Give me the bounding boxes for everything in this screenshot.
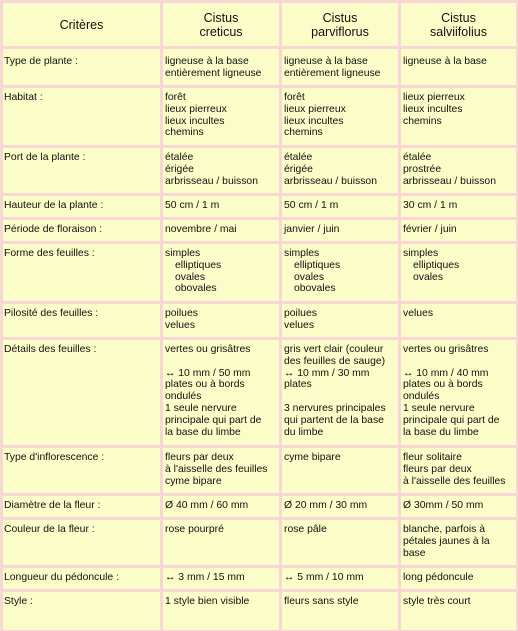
cell-line: elliptiques: [175, 259, 222, 271]
row-divider: [0, 46, 518, 49]
cell-line: ovales: [294, 271, 325, 283]
cell-line: chemins: [403, 115, 442, 127]
header-criteria-label: Critères: [59, 17, 104, 32]
criterion-label: Port de la plante :: [4, 152, 86, 163]
cell-line: [165, 356, 261, 368]
species-3-value: [403, 500, 483, 512]
cell-line: 3 nervures principales: [284, 402, 386, 414]
cell-line: 50 cm / 1 m: [284, 200, 339, 211]
species-2-value: [284, 308, 317, 332]
cell-line: Ø 20 mm / 30 mm: [284, 500, 368, 511]
header-genus-3: Cistus: [441, 10, 476, 25]
header-species-3: [401, 3, 516, 46]
cell-line: 1 seule nervure: [403, 402, 475, 414]
header-species-name-1: creticus: [199, 24, 243, 39]
criterion-label: Détails des feuilles :: [4, 344, 97, 355]
cell-line: fleurs par deux: [165, 452, 234, 463]
species-3-value: [403, 596, 471, 608]
cell-line: la base du limbe: [403, 426, 479, 438]
cell-line: ↔ 10 mm / 30 mm: [284, 367, 370, 379]
cell-line: ↔ 3 mm / 15 mm: [165, 572, 245, 583]
cell-line: velues: [284, 319, 315, 331]
cell-line: ondulés: [403, 391, 440, 403]
cell-line: étalée: [165, 152, 194, 163]
cell-line: arbrisseau / buisson: [284, 175, 377, 187]
criterion-label: Longueur du pédoncule :: [4, 572, 119, 583]
row-divider: [0, 85, 518, 88]
species-2-value: [284, 56, 380, 80]
cell-line: Ø 40 mm / 60 mm: [165, 500, 249, 511]
header-criteria: [3, 3, 160, 46]
row-divider: [0, 301, 518, 304]
row-divider: [0, 337, 518, 340]
species-2-value: [284, 452, 341, 464]
cell-line: pétales jaunes à la: [403, 535, 490, 547]
cell-line: ligneuse à la base: [165, 56, 249, 67]
species-1-value: [165, 524, 224, 536]
cell-line: arbrisseau / buisson: [165, 175, 258, 187]
row-divider: [0, 145, 518, 148]
cell-line: ligneuse à la base: [284, 56, 368, 67]
species-2-value: [284, 224, 339, 236]
cell-line: rose pâle: [284, 524, 327, 535]
cell-line: chemins: [165, 127, 204, 139]
species-1-value: [165, 152, 258, 187]
cell-line: principale qui part de: [403, 414, 500, 426]
species-1-value: [165, 452, 267, 487]
cell-line: ligneuse à la base: [403, 56, 487, 67]
cell-line: lieux incultes: [284, 115, 344, 127]
cell-line: [284, 391, 386, 403]
cell-line: principale qui part de: [165, 414, 262, 426]
cell-line: rose pourpré: [165, 524, 224, 535]
species-1-value: [165, 92, 227, 139]
row-divider: [0, 241, 518, 244]
cell-line: étalée: [284, 152, 313, 163]
cell-line: lieux pierreux: [165, 103, 227, 115]
cell-line: entièrement ligneuse: [284, 67, 381, 79]
cell-line: étalée: [403, 152, 432, 163]
cell-line: forêt: [284, 92, 305, 103]
row-divider: [0, 517, 518, 520]
cell-line: lieux pierreux: [284, 103, 346, 115]
cell-line: obovales: [294, 283, 336, 295]
criterion-label: Style :: [4, 596, 33, 607]
cell-line: obovales: [175, 283, 217, 295]
species-3-value: [403, 524, 490, 559]
cell-line: plates ou à bords: [165, 379, 245, 391]
cell-line: fleurs par deux: [403, 463, 472, 475]
cell-line: simples: [165, 248, 201, 259]
cell-line: style très court: [403, 596, 471, 607]
cell-line: à l'aisselle des feuilles: [165, 463, 268, 475]
cell-line: prostrée: [403, 163, 442, 175]
cell-line: long pédoncule: [403, 572, 474, 583]
cell-line: fleur solitaire: [403, 452, 462, 463]
species-2-value: [284, 596, 359, 608]
cell-line: novembre / mai: [165, 224, 237, 235]
criterion-label: Hauteur de la plante :: [4, 200, 104, 211]
header-species-2: [282, 3, 398, 46]
species-1-value: [165, 572, 245, 584]
species-2-value: [284, 344, 386, 438]
criterion-label: Type de plante :: [4, 56, 78, 67]
cell-line: chemins: [284, 127, 323, 139]
cell-line: ovales: [175, 271, 206, 283]
species-3-value: [403, 572, 474, 584]
cell-line: fleurs sans style: [284, 596, 359, 607]
species-2-value: [284, 152, 377, 187]
cell-line: [403, 356, 499, 368]
species-2-value: [284, 524, 327, 536]
species-2-value: [284, 92, 346, 139]
cell-line: plates: [284, 379, 312, 391]
cell-line: ovales: [413, 271, 444, 283]
cell-line: qui partent de la base: [284, 414, 384, 426]
species-1-value: [165, 56, 261, 80]
species-3-value: [403, 224, 457, 236]
criterion-label: Pilosité des feuilles :: [4, 308, 99, 319]
species-1-value: [165, 248, 221, 295]
cell-line: entièrement ligneuse: [165, 67, 262, 79]
cell-line: 1 style bien visible: [165, 596, 250, 607]
cell-line: arbrisseau / buisson: [403, 175, 496, 187]
cell-line: lieux pierreux: [403, 92, 465, 103]
cell-line: plates ou à bords: [403, 379, 483, 391]
cell-line: des feuilles de sauge): [284, 355, 386, 367]
cell-line: blanche, parfois à: [403, 524, 486, 535]
header-species-name-3: salviifolius: [430, 24, 487, 39]
cell-line: poilues: [165, 308, 198, 319]
criterion-label: Type d'inflorescence :: [4, 452, 105, 463]
row-divider: [0, 445, 518, 448]
cell-line: 50 cm / 1 m: [165, 200, 220, 211]
species-3-value: [403, 344, 499, 438]
row-divider: [0, 217, 518, 220]
cell-line: elliptiques: [294, 259, 341, 271]
species-3-value: [403, 92, 465, 127]
cell-line: du limbe: [284, 426, 324, 438]
cell-line: cyme bipare: [284, 452, 341, 463]
cell-line: velues: [403, 308, 434, 319]
cell-line: 1 seule nervure: [165, 402, 237, 414]
species-3-value: [403, 308, 433, 320]
species-2-value: [284, 248, 340, 295]
cell-line: lieux incultes: [403, 103, 463, 115]
cell-line: poilues: [284, 308, 317, 319]
cell-line: forêt: [165, 92, 186, 103]
cell-line: cyme bipare: [165, 475, 222, 487]
cell-line: velues: [165, 319, 196, 331]
header-genus-1: Cistus: [203, 10, 239, 25]
cell-line: janvier / juin: [284, 224, 340, 235]
species-1-value: [165, 224, 237, 236]
cell-line: ↔ 10 mm / 50 mm: [165, 367, 251, 379]
species-3-value: [403, 56, 487, 68]
cell-line: base: [403, 547, 426, 559]
criterion-label: Période de floraison :: [4, 224, 103, 235]
cell-line: Ø 30mm / 50 mm: [403, 500, 484, 511]
cell-line: gris vert clair (couleur: [284, 344, 384, 355]
cell-line: la base du limbe: [165, 426, 241, 438]
species-3-value: [403, 200, 457, 212]
species-1-value: [165, 308, 198, 332]
criterion-label: Habitat :: [4, 92, 43, 103]
cell-line: ↔ 10 mm / 40 mm: [403, 367, 489, 379]
species-3-value: [403, 152, 496, 187]
criterion-label: Couleur de la fleur :: [4, 524, 95, 535]
species-1-value: [165, 200, 219, 212]
species-2-value: [284, 500, 367, 512]
species-3-value: [403, 248, 459, 283]
species-3-value: [403, 452, 505, 487]
species-1-value: [165, 500, 248, 512]
cell-line: simples: [284, 248, 320, 259]
cell-line: elliptiques: [413, 259, 460, 271]
header-genus-2: Cistus: [322, 10, 358, 25]
row-divider: [0, 565, 518, 568]
row-divider: [0, 193, 518, 196]
cell-line: vertes ou grisâtres: [403, 344, 489, 355]
cell-line: ondulés: [165, 391, 202, 403]
cell-line: simples: [403, 248, 439, 259]
header-species-1: [163, 3, 279, 46]
cell-line: lieux incultes: [165, 115, 225, 127]
criterion-label: Diamètre de la fleur :: [4, 500, 101, 511]
species-1-value: [165, 344, 261, 438]
cell-line: 30 cm / 1 m: [403, 200, 458, 211]
cell-line: érigée: [284, 163, 313, 175]
row-divider: [0, 589, 518, 592]
cell-line: à l'aisselle des feuilles: [403, 475, 506, 487]
cell-line: vertes ou grisâtres: [165, 344, 251, 355]
species-2-value: [284, 200, 338, 212]
criterion-label: Forme des feuilles :: [4, 248, 95, 259]
cell-line: février / juin: [403, 224, 457, 235]
row-divider: [0, 493, 518, 496]
species-1-value: [165, 596, 249, 608]
species-2-value: [284, 572, 364, 584]
cell-line: érigée: [165, 163, 194, 175]
header-species-name-2: parviflorus: [311, 24, 369, 39]
cell-line: ↔ 5 mm / 10 mm: [284, 572, 364, 583]
